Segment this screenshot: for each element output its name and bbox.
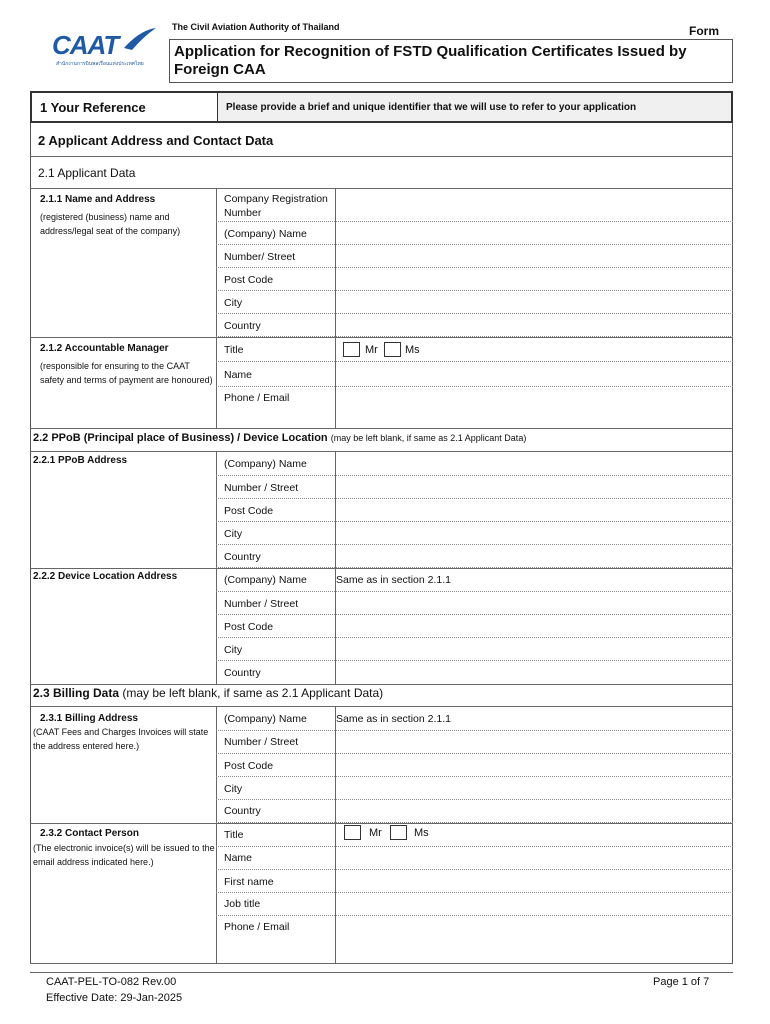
field-label: Number / Street bbox=[224, 482, 299, 494]
field-row bbox=[216, 893, 733, 916]
field-row bbox=[216, 638, 733, 661]
field-row bbox=[216, 268, 733, 291]
field-label: (Company) Name bbox=[224, 574, 307, 586]
ms-label: Ms bbox=[405, 344, 420, 356]
field-row bbox=[216, 800, 733, 823]
ppob-address-label: 2.2.1 PPoB Address bbox=[33, 455, 128, 466]
field-label: Number / Street bbox=[224, 598, 299, 610]
ppob-note: (may be left blank, if same as 2.1 Applicant Data) bbox=[330, 433, 527, 443]
field-row bbox=[216, 916, 733, 963]
divider bbox=[30, 428, 733, 429]
field-label: Title bbox=[224, 829, 244, 841]
contact-person-note: (The electronic invoice(s) will be issued to the email address indicated here.) bbox=[33, 843, 215, 867]
ms-label: Ms bbox=[414, 827, 429, 839]
contact-person-label: 2.3.2 Contact Person bbox=[40, 828, 139, 839]
field-label: Title bbox=[224, 344, 244, 356]
mr-checkbox[interactable] bbox=[344, 825, 361, 840]
logo-subtitle: สำนักงานการบินพลเรือนแห่งประเทศไทย bbox=[56, 61, 144, 67]
ms-checkbox[interactable] bbox=[384, 342, 401, 357]
name-address-note: (registered (business) name and address/legal seat of the company) bbox=[40, 212, 181, 236]
device-location-label: 2.2.2 Device Location Address bbox=[33, 571, 178, 582]
page-title: Application for Recognition of FSTD Qualification Certificates Issued by Foreign CAA bbox=[169, 39, 733, 83]
field-label: Country bbox=[224, 667, 261, 679]
logo-swoosh-icon bbox=[122, 26, 158, 52]
form-label: Form bbox=[689, 24, 719, 38]
field-label: Post Code bbox=[224, 621, 274, 633]
field-row bbox=[216, 823, 733, 847]
field-row bbox=[216, 615, 733, 638]
field-row bbox=[216, 754, 733, 777]
footer-page-number: Page 1 of 7 bbox=[653, 976, 710, 988]
caat-logo bbox=[52, 26, 162, 70]
divider bbox=[30, 684, 733, 685]
ms-checkbox[interactable] bbox=[390, 825, 407, 840]
footer-doc-id: CAAT-PEL-TO-082 Rev.00 bbox=[46, 976, 177, 988]
field-row bbox=[216, 847, 733, 870]
field-label: Job title bbox=[224, 898, 261, 910]
field-row bbox=[216, 499, 733, 522]
field-label: (Company) Name bbox=[224, 458, 307, 470]
billing-address-note: (CAAT Fees and Charges Invoices will state the address entered here.) bbox=[33, 727, 209, 751]
footer-effective-date: Effective Date: 29-Jan-2025 bbox=[46, 992, 183, 1004]
reference-label: 1 Your Reference bbox=[32, 93, 218, 121]
billing-address-value[interactable]: Same as in section 2.1.1 bbox=[336, 713, 451, 725]
field-row bbox=[216, 522, 733, 545]
divider bbox=[30, 963, 733, 964]
field-label: Phone / Email bbox=[224, 392, 290, 404]
field-row bbox=[216, 314, 733, 337]
device-location-value[interactable]: Same as in section 2.1.1 bbox=[336, 574, 451, 586]
field-label: Name bbox=[224, 369, 253, 381]
field-label: Country bbox=[224, 551, 261, 563]
mr-label: Mr bbox=[369, 827, 382, 839]
mr-label: Mr bbox=[365, 344, 378, 356]
billing-title bbox=[33, 686, 383, 700]
field-label: City bbox=[224, 644, 243, 656]
applicant-data-title: 2.1 Applicant Data bbox=[38, 166, 136, 180]
field-row bbox=[216, 291, 733, 314]
field-label: Company Registration Number bbox=[224, 193, 328, 219]
field-label: Number / Street bbox=[224, 736, 299, 748]
manager-label: 2.1.2 Accountable Manager bbox=[40, 343, 169, 354]
field-row bbox=[216, 545, 733, 568]
field-label: Post Code bbox=[224, 760, 274, 772]
billing-title-text: 2.3 Billing Data bbox=[33, 686, 120, 700]
manager-note: (responsible for ensuring to the CAAT safety and terms of payment are honoured) bbox=[40, 361, 213, 385]
name-address-label: 2.1.1 Name and Address bbox=[40, 194, 156, 205]
ppob-title-text: 2.2 PPoB (Principal place of Business) / Device Location bbox=[33, 432, 328, 444]
ppob-title bbox=[33, 432, 526, 444]
field-label: City bbox=[224, 783, 243, 795]
logo-text: CAAT bbox=[52, 30, 119, 60]
footer-divider bbox=[30, 972, 733, 973]
field-label: Name bbox=[224, 852, 253, 864]
field-row bbox=[216, 870, 733, 893]
field-label: Country bbox=[224, 320, 261, 332]
field-label: Number/ Street bbox=[224, 251, 296, 263]
field-label: Post Code bbox=[224, 505, 274, 517]
reference-input[interactable]: Please provide a brief and unique identifier that we will use to refer to your application bbox=[218, 93, 731, 121]
field-row bbox=[216, 337, 733, 362]
field-label: Country bbox=[224, 805, 261, 817]
billing-address-label: 2.3.1 Billing Address bbox=[40, 713, 138, 724]
field-row bbox=[216, 777, 733, 800]
field-label: Phone / Email bbox=[224, 921, 290, 933]
billing-note: (may be left blank, if same as 2.1 Applicant Data) bbox=[122, 686, 384, 700]
reference-row bbox=[30, 91, 733, 123]
field-label: Post Code bbox=[224, 274, 274, 286]
section2-title: 2 Applicant Address and Contact Data bbox=[38, 133, 274, 148]
field-label: (Company) Name bbox=[224, 713, 307, 725]
field-label: (Company) Name bbox=[224, 228, 307, 240]
field-row bbox=[216, 387, 733, 428]
divider bbox=[30, 156, 733, 157]
field-row bbox=[216, 661, 733, 684]
authority-name: The Civil Aviation Authority of Thailand bbox=[172, 22, 340, 32]
field-row bbox=[216, 362, 733, 387]
field-label: City bbox=[224, 528, 243, 540]
mr-checkbox[interactable] bbox=[343, 342, 360, 357]
field-label: City bbox=[224, 297, 243, 309]
field-label: First name bbox=[224, 876, 274, 888]
